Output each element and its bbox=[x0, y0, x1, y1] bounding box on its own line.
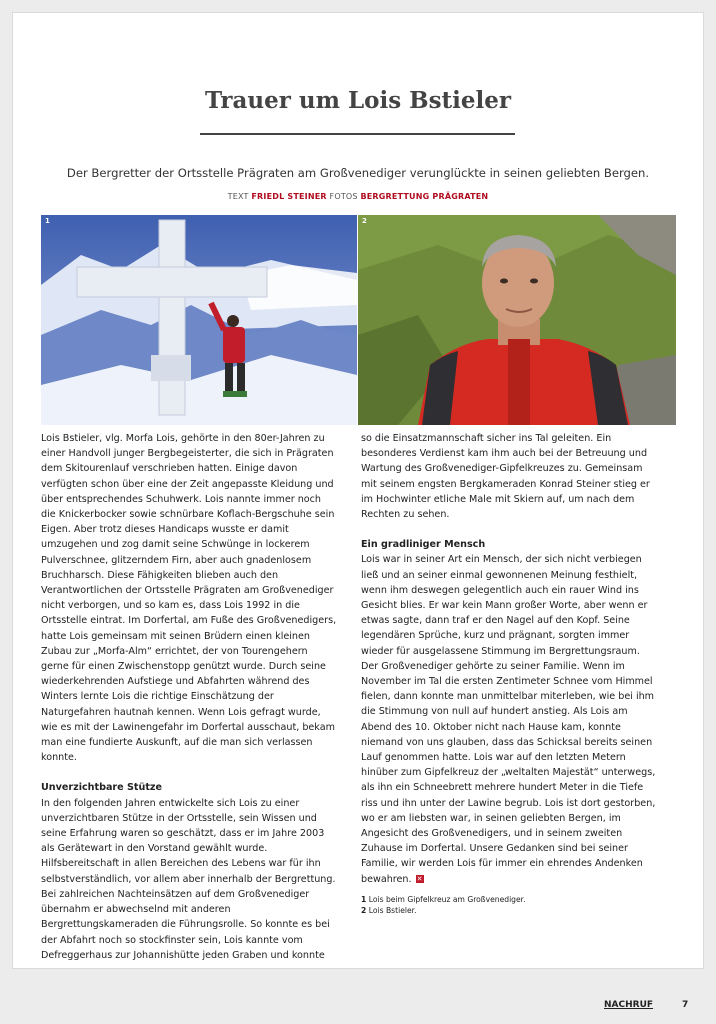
photo-portrait bbox=[358, 215, 676, 425]
credit-text-author: FRIEDL STEINER bbox=[251, 192, 327, 201]
body-column-left bbox=[41, 431, 337, 963]
body-paragraph: Lois war in seiner Art ein Mensch, der sich nicht verbiegen ließ und an seiner einmal gewonnenen Meinung festhielt, wenn ihm deswegen gelegentlich auch ein rauer Wind ins Gesicht blies. Er war kein Mann großer Worte, aber wenn er etwas sagte, dann traf er den Nagel auf den Kopf. Seine legendären Sprüche, kurz und prägnant, sorgten immer wieder für ausgelassene Stimmung im Bergrettungsraum. bbox=[361, 554, 648, 657]
article-title: Trauer um Lois Bstieler bbox=[204, 87, 512, 114]
credit-photo-label: FOTOS bbox=[329, 192, 358, 201]
article-credits bbox=[13, 192, 703, 201]
portrait-illustration bbox=[358, 215, 676, 425]
photo-summit-cross bbox=[41, 215, 357, 425]
credit-photo-author: BERGRETTUNG PRÄGRATEN bbox=[360, 192, 489, 201]
photo-number: 2 bbox=[362, 217, 367, 225]
photo-captions bbox=[361, 894, 526, 916]
summit-cross-illustration bbox=[41, 215, 357, 425]
end-mark-icon: ✕ bbox=[416, 874, 423, 883]
body-paragraph: In den folgenden Jahren entwickelte sich Lois zu einer unverzichtbaren Stütze in der Ortsstelle, sein Wissen und seine Erfahrung waren so geschätzt, dass er im Jahre 2003 als Gerätewart in den Vorstand gewählt wurde. Hilfsbereitschaft in allen Bereichen des Lebens war für ihn selbstverständlich, vor allem aber innerhalb der Bergrettung. Bei zahlreichen Nachteinsätzen auf dem Großvenediger übernahm er abwechselnd mit anderen Bergrettungskameraden die Führungsrolle. So konnte es bei der Abfahrt noch so stockfinster sein, Lois kannte vom Defreggerhaus zur Johannishütte jeden Graben und konnte bbox=[41, 797, 336, 961]
caption-item: 1 Lois beim Gipfelkreuz am Großvenediger. bbox=[361, 895, 526, 904]
body-paragraph: so die Einsatzmannschaft sicher ins Tal geleiten. Ein besonderes Verdienst kam ihm auch bei der Betreuung und Wartung des Großvenediger-Gipfelkreuzes zu. Gemeinsam mit seinem engsten Bergkameraden Konrad Steiner stieg er im Hochwinter etliche Male mit Skiern auf, um nach dem Rechten zu sehen. bbox=[361, 433, 650, 521]
body-column-right bbox=[361, 431, 657, 887]
photo-number: 1 bbox=[45, 217, 50, 225]
title-underline bbox=[200, 133, 515, 135]
page-number: 7 bbox=[682, 1000, 689, 1010]
section-heading: Unverzichtbare Stütze bbox=[41, 782, 163, 794]
magazine-page bbox=[12, 12, 704, 969]
article-lead: Der Bergretter der Ortsstelle Prägraten am Großvenediger verunglückte in seinen geliebten Bergen. bbox=[66, 166, 650, 180]
body-paragraph bbox=[361, 659, 657, 887]
section-heading: Ein gradliniger Mensch bbox=[361, 539, 486, 551]
body-paragraph: Lois Bstieler, vlg. Morfa Lois, gehörte in den 80er-Jahren zu einer Handvoll junger Bergbegeisterter, die sich in Prägraten dem Skitourenlauf verschrieben hatten. Einige davon verfügten schon über eine der Zeit angepasste Kleidung und über entsprechendes Schuhwerk. Lois nannte immer noch die Knickerbocker sowie schnürbare Koflach-Bergschuhe sein Eigen. Aber trotz dieses Handicaps wusste er damit umzugehen und zog damit seine Schwünge in lockerem Pulverschnee, glitzerndem Firn, aber auch gnadenlosem Bruchharsch. Diese Fähigkeiten blieben auch den Verantwortlichen der Ortsstelle Prägraten am Großvenediger nicht verborgen, und so kam es, dass Lois 1992 in die Ortsstelle eintrat. Im Dorfertal, am Fuße des Großvenedigers, hatte Lois gemeinsam mit seinen Brüdern einen kleinen Zubau zur „Morfa-Alm“ errichtet, der von Tourengehern gerne für einen Zwischenstopp genützt wurde. Durch seine wiederkehrenden Aufstiege und Abfahrten während des Winters lernte Lois die richtige Einschätzung der Naturgefahren hautnah kennen. Wenn Lois gefragt wurde, wie es mit der Lawinengefahr im Dorfertal ausschaut, bekam man eine fundierte Auskunft, auf die man sich verlassen konnte. bbox=[41, 433, 337, 764]
closing-paragraph-text: Der Großvenediger gehörte zu seiner Familie. Wenn im November im Tal die ersten Zentimeter Schnee vom Himmel fielen, dann konnte man unmittelbar miterleben, wie bei ihm die Stimmung von null auf hundert anstieg. Als Lois am Abend des 10. Oktober nicht nach Hause kam, konnte niemand von uns glauben, dass das Schicksal bereits seinen Lauf genommen hatte. Lois war auf den letzten Metern hinüber zum Gipfelkreuz der „weltalten Majestät“ unterwegs, als ihn ein Schneebrett mehrere hundert Meter in die Tiefe riss und ihn unter der Lawine begrub. Lois ist dort gestorben, wo er am liebsten war, in seinen geliebten Bergen, im Angesicht des Großvenedigers, und in seinem zweiten Zuhause im Dorfertal. Unsere Gedanken sind bei seiner Familie, wir werden Lois für immer ein ehrendes Andenken bewahren. bbox=[361, 660, 656, 885]
credit-text-label: TEXT bbox=[227, 192, 249, 201]
caption-item: 2 Lois Bstieler. bbox=[361, 906, 417, 915]
footer-section-label: NACHRUF bbox=[604, 1000, 654, 1010]
